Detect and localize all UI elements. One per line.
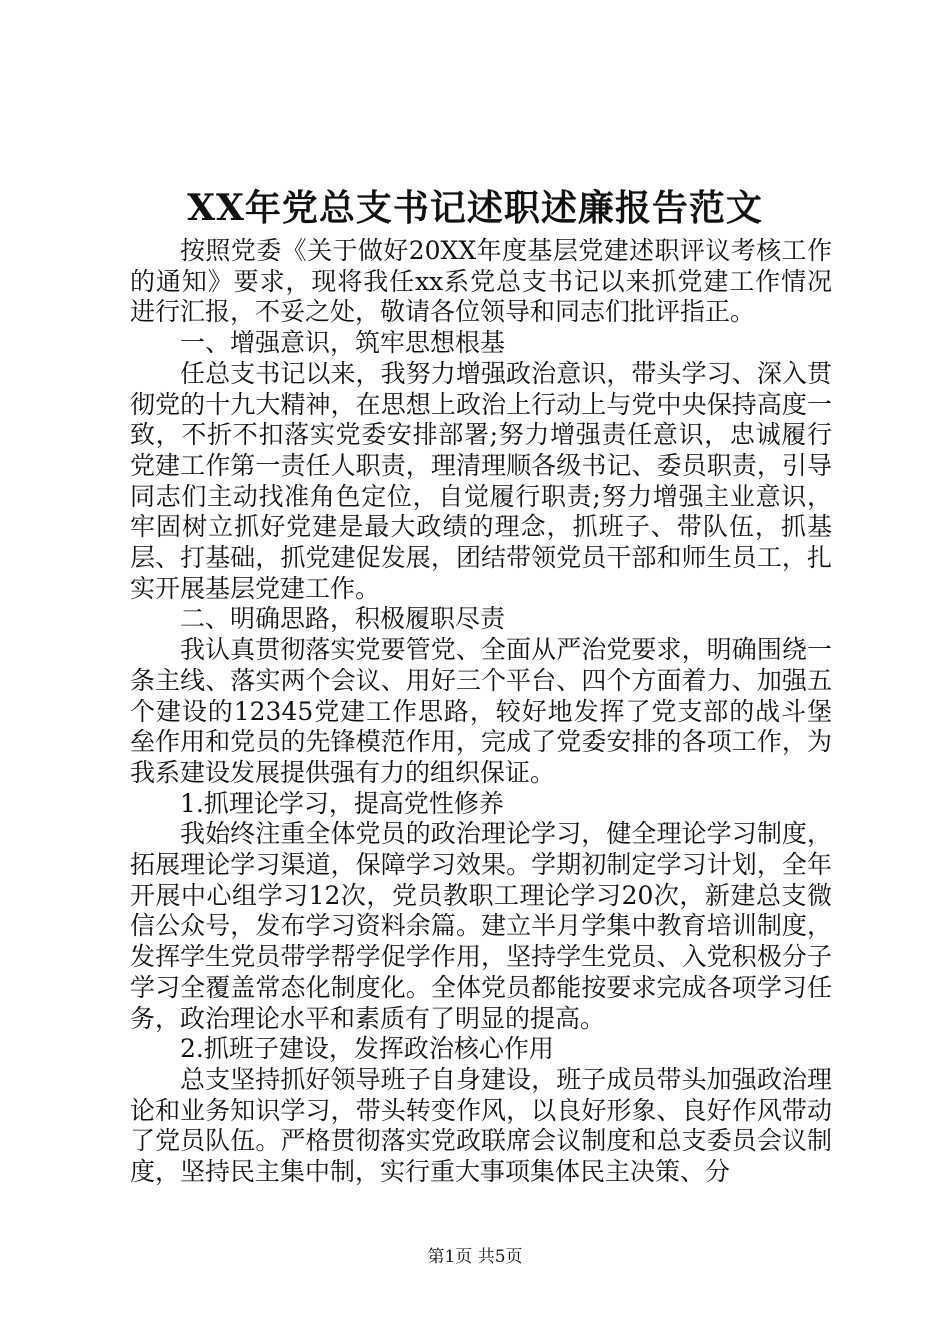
section-heading-1: 一、增强意识，筑牢思想根基 (180, 328, 506, 358)
paragraph-intro: 按照党委《关于做好20XX年度基层党建述职评议考核工作的通知》要求，现将我任xx系党总支书记以来抓党建工作情况进行汇报，不妥之处，敬请各位领导和同志们批评指正。 (130, 236, 832, 327)
subsection-heading-2: 2.抓班子建设，发挥政治核心作用 (180, 1034, 554, 1064)
document-title: XX年党总支书记述职述廉报告范文 (187, 187, 763, 229)
subsection-heading-1: 1.抓理论学习，提高党性修养 (180, 788, 504, 818)
paragraph-section-1: 任总支书记以来，我努力增强政治意识，带头学习、深入贯彻党的十九大精神，在思想上政治上行动上与党中央保持高度一致，不折不扣落实党委安排部署;努力增强责任意识，忠诚履行党建工作第一责任人职责，理清理顺各级书记、委员职责，引导同志们主动找准角色定位，自觉履行职责;努力增强主业意识，牢固树立抓好党建是最大政绩的理念，抓班子、带队伍，抓基层、打基础，抓党建促发展，团结带领党员干部和师生员工，扎实开展基层党建工作。 (130, 358, 832, 603)
document-body (130, 236, 832, 1188)
paragraph-section-2: 我认真贯彻落实党要管党、全面从严治党要求，明确围绕一条主线、落实两个会议、用好三个平台、四个方面着力、加强五个建设的12345党建工作思路，较好地发挥了党支部的战斗堡垒作用和党员的先锋模范作用，完成了党委安排的各项工作，为我系建设发展提供强有力的组织保证。 (130, 635, 832, 787)
section-heading-2: 二、明确思路，积极履职尽责 (180, 604, 506, 634)
paragraph-subsection-2: 总支坚持抓好领导班子自身建设，班子成员带头加强政治理论和业务知识学习，带头转变作风，以良好形象、良好作风带动了党员队伍。严格贯彻落实党政联席会议制度和总支委员会议制度，坚持民主集中制，实行重大事项集体民主决策、分 (130, 1064, 832, 1187)
paragraph-subsection-1: 我始终注重全体党员的政治理论学习，健全理论学习制度，拓展理论学习渠道，保障学习效果。学期初制定学习计划，全年开展中心组学习12次，党员教职工理论学习20次，新建总支微信公众号，发布学习资料余篇。建立半月学集中教育培训制度，发挥学生党员带学帮学促学作用，坚持学生党员、入党积极分子学习全覆盖常态化制度化。全体党员都能按要求完成各项学习任务，政治理论水平和素质有了明显的提高。 (130, 819, 832, 1033)
page-footer: 第1页 共5页 (427, 1247, 523, 1267)
